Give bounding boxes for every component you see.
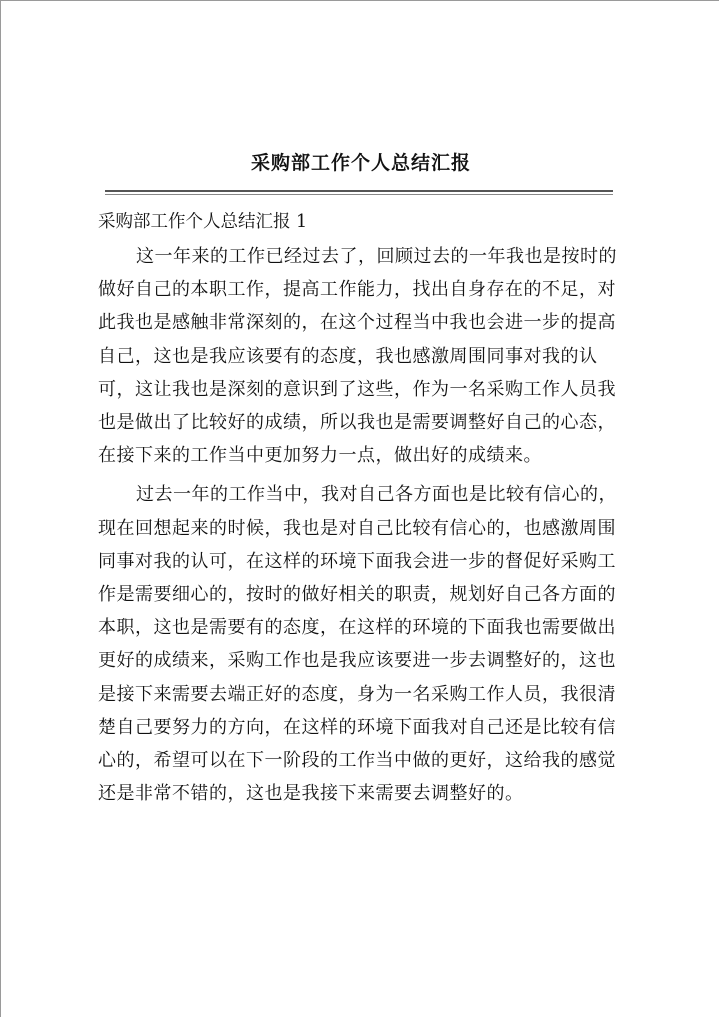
paragraph-line: 楚自己要努力的方向，在这样的环境下面我对自己还是比较有信 <box>98 716 616 738</box>
paragraph-1 <box>98 240 638 472</box>
document-body <box>98 207 638 816</box>
paragraph-2 <box>98 478 638 810</box>
paragraph-line: 也是做出了比较好的成绩，所以我也是需要调整好自己的心态， <box>98 412 616 434</box>
document-title: 采购部工作个人总结汇报 <box>250 152 471 174</box>
paragraph-line: 作是需要细心的，按时的做好相关的职责，规划好自己各方面的 <box>98 584 616 606</box>
paragraph-line: 还是非常不错的，这也是我接下来需要去调整好的。 <box>98 783 524 805</box>
title-divider-thin <box>105 194 613 195</box>
paragraph-line: 做好自己的本职工作，提高工作能力，找出自身存在的不足，对 <box>98 279 616 301</box>
paragraph-line: 同事对我的认可，在这样的环境下面我会进一步的督促好采购工 <box>98 550 616 572</box>
paragraph-line: 自己，这也是我应该要有的态度，我也感激周围同事对我的认 <box>98 345 598 367</box>
title-divider-thick <box>105 190 613 192</box>
paragraph-line: 在接下来的工作当中更加努力一点，做出好的成绩来。 <box>98 445 542 467</box>
paragraph-line: 是接下来需要去端正好的态度，身为一名采购工作人员，我很清 <box>98 683 616 705</box>
paragraph-line: 现在回想起来的时候，我也是对自己比较有信心的，也感激周围 <box>98 517 616 539</box>
paragraph-line: 更好的成绩来，采购工作也是我应该要进一步去调整好的，这也 <box>98 650 616 672</box>
paragraph-line: 过去一年的工作当中，我对自己各方面也是比较有信心的， <box>136 484 617 506</box>
section-heading: 采购部工作个人总结汇报 1 <box>98 212 308 232</box>
paragraph-line: 此我也是感触非常深刻的，在这个过程当中我也会进一步的提高 <box>98 312 616 334</box>
paragraph-line: 心的，希望可以在下一阶段的工作当中做的更好，这给我的感觉 <box>98 750 616 772</box>
paragraph-line: 这一年来的工作已经过去了，回顾过去的一年我也是按时的 <box>136 246 617 267</box>
paragraph-line: 可，这让我也是深刻的意识到了这些，作为一名采购工作人员我 <box>98 378 616 400</box>
paragraph-line: 本职，这也是需要有的态度，在这样的环境的下面我也需要做出 <box>98 617 616 639</box>
